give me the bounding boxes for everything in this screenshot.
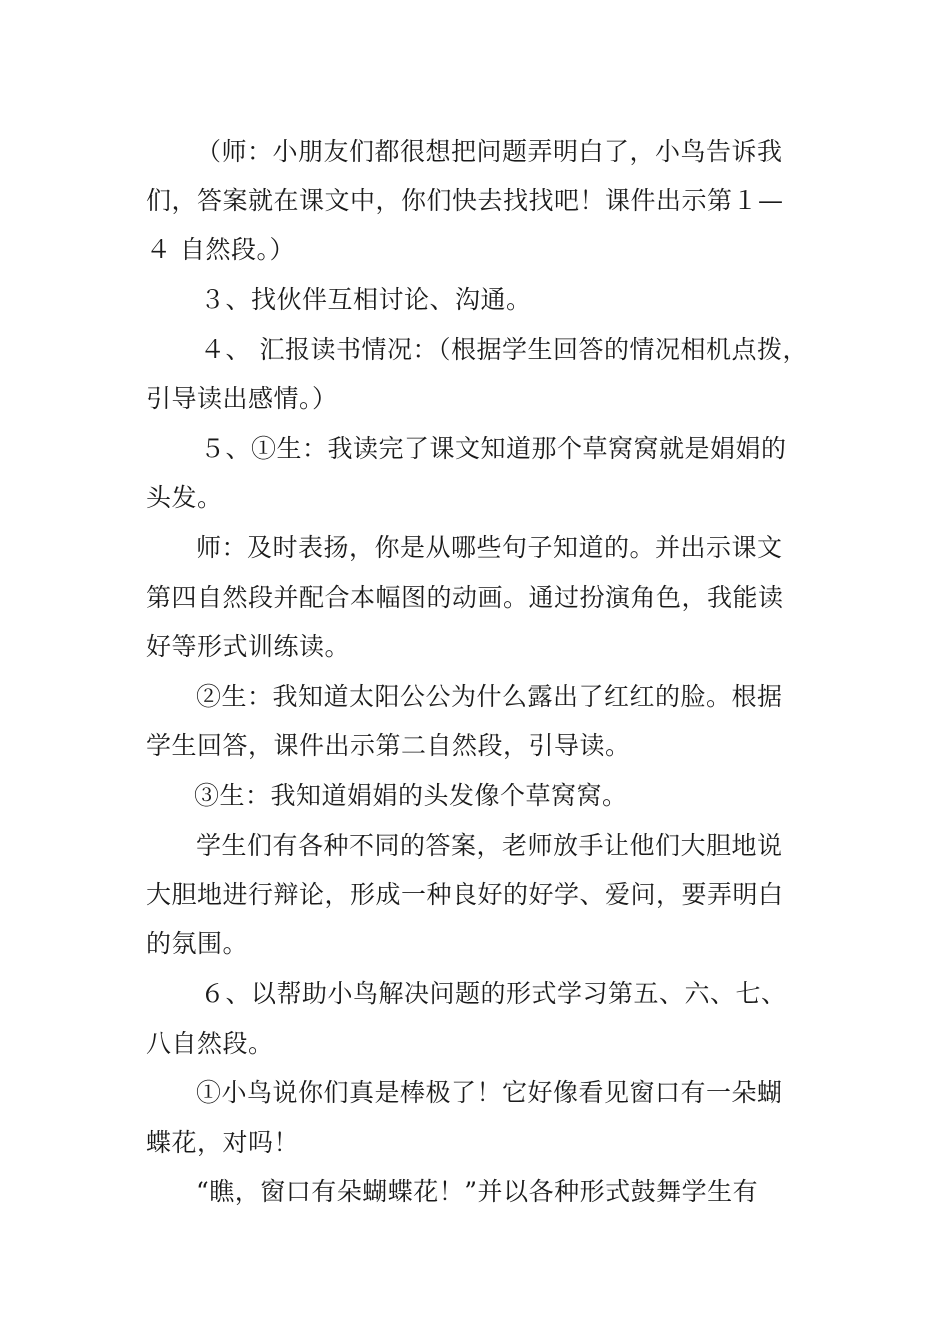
text-line: “瞧，窗口有朵蝴蝶花！”并以各种形式鼓舞学生有 (196, 1177, 759, 1206)
text-line: 引导读出感情。） (146, 384, 338, 413)
text-line: 第四自然段并配合本幅图的动画。通过扮演角色，我能读 (146, 583, 784, 612)
text-line: ②生：我知道太阳公公为什么露出了红红的脸。根据 (196, 682, 783, 711)
text-line: 学生们有各种不同的答案，老师放手让他们大胆地说 (196, 831, 783, 860)
text-line: ４ 自然段。） (146, 235, 295, 264)
text-line: ３、找伙伴互相讨论、沟通。 (200, 285, 532, 314)
text-line: 学生回答，课件出示第二自然段，引导读。 (146, 731, 631, 760)
text-line: 蝶花，对吗！ (146, 1128, 300, 1157)
text-line: ６、以帮助小鸟解决问题的形式学习第五、六、七、 (200, 979, 787, 1008)
text-line: ①小鸟说你们真是棒极了！它好像看见窗口有一朵蝴 (196, 1078, 783, 1107)
text-line: 们，答案就在课文中，你们快去找找吧！课件出示第１— (146, 186, 784, 215)
text-line: 师：及时表扬，你是从哪些句子知道的。并出示课文 (196, 533, 783, 562)
text-line: ５、①生：我读完了课文知道那个草窝窝就是娟娟的 (200, 434, 787, 463)
text-line: 头发。 (146, 483, 223, 512)
text-line: 的氛围。 (146, 929, 249, 958)
text-line: ③生：我知道娟娟的头发像个草窝窝。 (194, 781, 628, 810)
text-line: 大胆地进行辩论，形成一种良好的好学、爱问，要弄明白 (146, 880, 784, 909)
text-line: 好等形式训练读。 (146, 632, 351, 661)
text-line: ４、 汇报读书情况：（根据学生回答的情况相机点拨， (200, 335, 808, 364)
text-line: （师：小朋友们都很想把问题弄明白了，小鸟告诉我 (196, 137, 783, 166)
text-line: 八自然段。 (146, 1029, 274, 1058)
